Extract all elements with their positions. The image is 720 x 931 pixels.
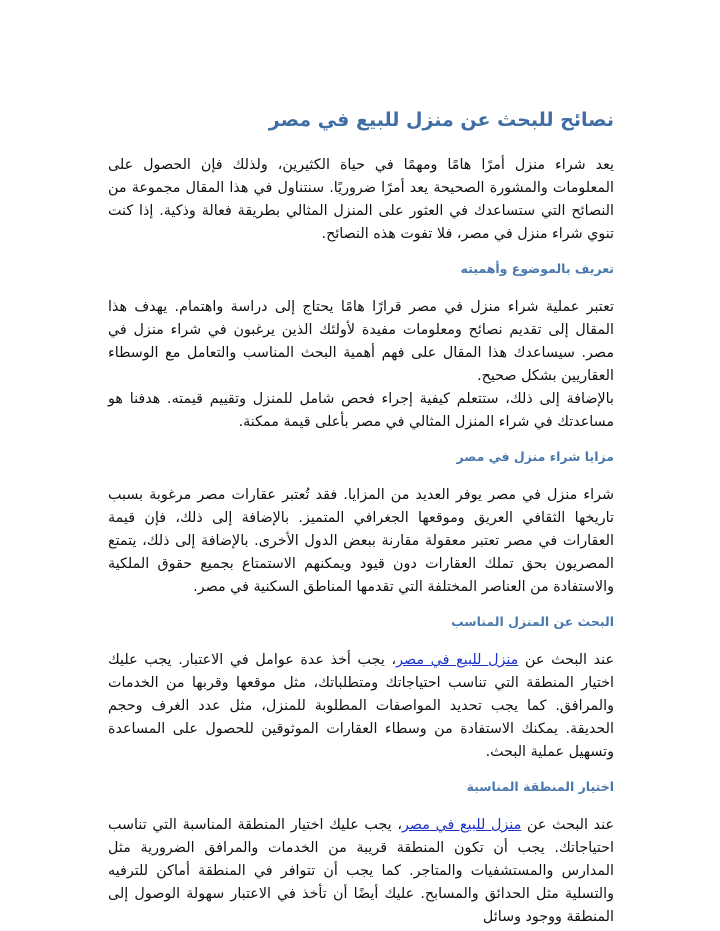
section-advantages <box>108 448 614 599</box>
house-for-sale-link[interactable]: منزل للبيع في مصر <box>401 817 522 833</box>
paragraph-text: عند البحث عن <box>518 652 614 668</box>
section-paragraph <box>108 649 614 764</box>
section-heading: البحث عن المنزل المناسب <box>451 614 614 629</box>
house-for-sale-link[interactable]: منزل للبيع في مصر <box>396 652 519 668</box>
section-heading: تعريف بالموضوع وأهميته <box>460 261 614 276</box>
paragraph-text: عند البحث عن <box>521 817 615 833</box>
page-title: نصائح للبحث عن منزل للبيع في مصر <box>268 109 614 131</box>
section-paragraph: تعتبر عملية شراء منزل في مصر قرارًا هامًا يحتاج إلى دراسة واهتمام. يهدف هذا المقال إلى تقديم نصائح ومعلومات مفيدة لأولئك الذين يرغبون في شراء منزل في مصر. سيساعدك هذا المقال على فهم أهمية البحث المناسب والتعامل مع الوسطاء العقاريين بشكل صحيح. <box>108 299 614 384</box>
section-paragraph <box>108 814 614 929</box>
section-paragraph: شراء منزل في مصر يوفر العديد من المزايا. فقد تُعتبر عقارات مصر مرغوبة بسبب تاريخها الثقافي العريق وموقعها الجغرافي المتميز. بالإضافة إلى ذلك، فإن قيمة العقارات في مصر تعتبر معقولة مقارنة ببعض الدول الأخرى. بالإضافة إلى ذلك، يتمتع المصريون بحق تملك العقارات دون قيود ويمكنهم الاستمتاع بجميع حقوق الملكية والاستفادة من العناصر المختلفة التي تقدمها المناطق السكنية في مصر. <box>108 487 614 595</box>
section-heading: مزايا شراء منزل في مصر <box>456 449 614 464</box>
section-definition <box>108 260 614 434</box>
paragraph-text: ، يجب عليك اختيار المنطقة المناسبة التي تناسب احتياجاتك. يجب أن تكون المنطقة قريبة من الخدمات والمرافق الضرورية مثل المدارس والمستشفيات والمتاجر. كما يجب أن تتوافر في المنطقة أماكن للترفيه والتسلية مثل الحدائق والمسابح. عليك أيضًا أن تأخذ في الاعتبار سهولة الوصول إلى المنطقة ووجود وسائل <box>108 817 614 925</box>
section-search <box>108 613 614 764</box>
section-heading: اختيار المنطقة المناسبة <box>466 779 614 794</box>
paragraph-text: ، يجب أخذ عدة عوامل في الاعتبار. يجب عليك اختيار المنطقة التي تناسب احتياجاتك ومتطلباتك، مثل موقعها وقربها من الخدمات والمرافق. كما يجب تحديد المواصفات المطلوبة للمنزل، مثل عدد الغرف وحجم الحديقة. يمكنك الاستفادة من وسطاء العقارات الموثوقين للحصول على المساعدة وتسهيل عملية البحث. <box>108 652 614 760</box>
section-paragraph: بالإضافة إلى ذلك، ستتعلم كيفية إجراء فحص شامل للمنزل وتقييم قيمته. هدفنا هو مساعدتك في شراء المنزل المثالي في مصر بأعلى قيمة ممكنة. <box>108 391 614 430</box>
section-area <box>108 778 614 929</box>
intro-paragraph: يعد شراء منزل أمرًا هامًا ومهمًا في حياة الكثيرين، ولذلك فإن الحصول على المعلومات والمشورة الصحيحة يعد أمرًا ضروريًا. سنتناول في هذا المقال مجموعة من النصائح التي ستساعدك في العثور على المنزل المثالي بطريقة فعالة وذكية. إذا كنت تنوي شراء منزل في مصر، فلا تفوت هذه النصائح. <box>108 157 614 242</box>
